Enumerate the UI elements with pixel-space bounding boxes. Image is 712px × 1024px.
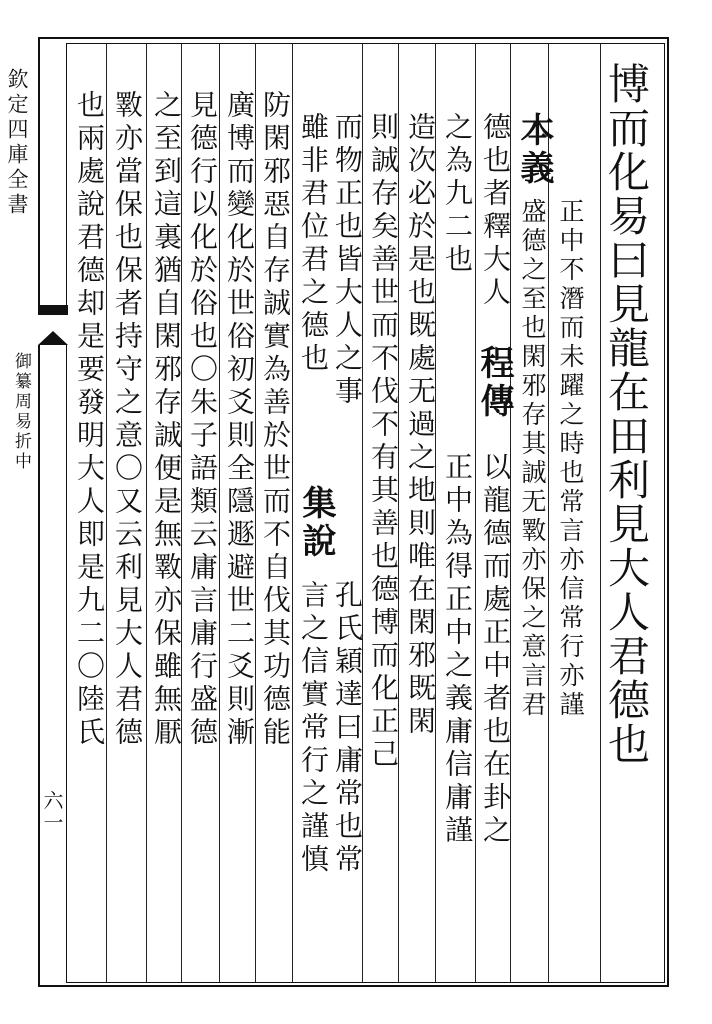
- text-column: 德也者釋大人: [479, 112, 512, 310]
- column-rule: [146, 44, 147, 982]
- fishtail-mark: [38, 305, 68, 345]
- text-column: 則誠存矣善世而不伐不有其善也德博而化正己: [367, 112, 400, 772]
- text-column: 以龍德而處正中者也在卦之: [479, 452, 512, 848]
- section-label-chengzhuan: 程傳: [474, 345, 514, 421]
- text-column: 見德行以化於俗也〇朱子語類云庸言庸行盛德: [186, 90, 219, 750]
- column-rule: [292, 44, 293, 982]
- margin-strip: [38, 37, 68, 987]
- page-number: 六一: [40, 790, 64, 834]
- text-column: 盛德之至也閑邪存其誠无斁亦保之意言君: [518, 198, 547, 720]
- section-label-benyi: 本義: [514, 112, 554, 188]
- text-column: 之為九二也: [441, 112, 474, 277]
- text-column: 斁亦當保也保者持守之意〇又云利見大人君德: [111, 90, 144, 750]
- collection-title: 欽定四庫全書: [5, 68, 29, 218]
- column-rule: [600, 44, 601, 982]
- column-rule: [475, 44, 476, 982]
- text-column: 之至到這裏猶自閑邪存誠便是無斁亦保雖無厭: [150, 90, 183, 750]
- text-column: 而物正也皆大人之事: [331, 112, 364, 409]
- text-column: 正中為得正中之義庸信庸謹: [441, 452, 474, 848]
- text-column: 造次必於是也既處无過之地則唯在閑邪既閑: [404, 112, 437, 739]
- text-column: 孔氏穎達曰庸常也常: [331, 580, 364, 877]
- section-label-jishuo: 集說: [296, 485, 336, 561]
- column-rule: [219, 44, 220, 982]
- column-rule: [106, 44, 107, 982]
- text-column: 廣博而變化於世俗初爻則全隱遯避世二爻則漸: [223, 90, 256, 750]
- text-column: 也兩處說君德却是要發明大人即是九二〇陸氏: [73, 90, 106, 750]
- main-heading: 博而化易曰見龍在田利見大人君德也: [602, 62, 651, 766]
- text-column: 言之信實常行之謹慎: [297, 580, 330, 877]
- book-title: 御纂周易折中: [11, 352, 31, 472]
- text-column: 防閑邪惡自存誠實為善於世而不自伐其功德能: [259, 90, 292, 750]
- text-column: 正中不潛而未躍之時也常言亦信常行亦謹: [556, 198, 585, 720]
- text-column: 雖非君位君之德也: [297, 112, 330, 376]
